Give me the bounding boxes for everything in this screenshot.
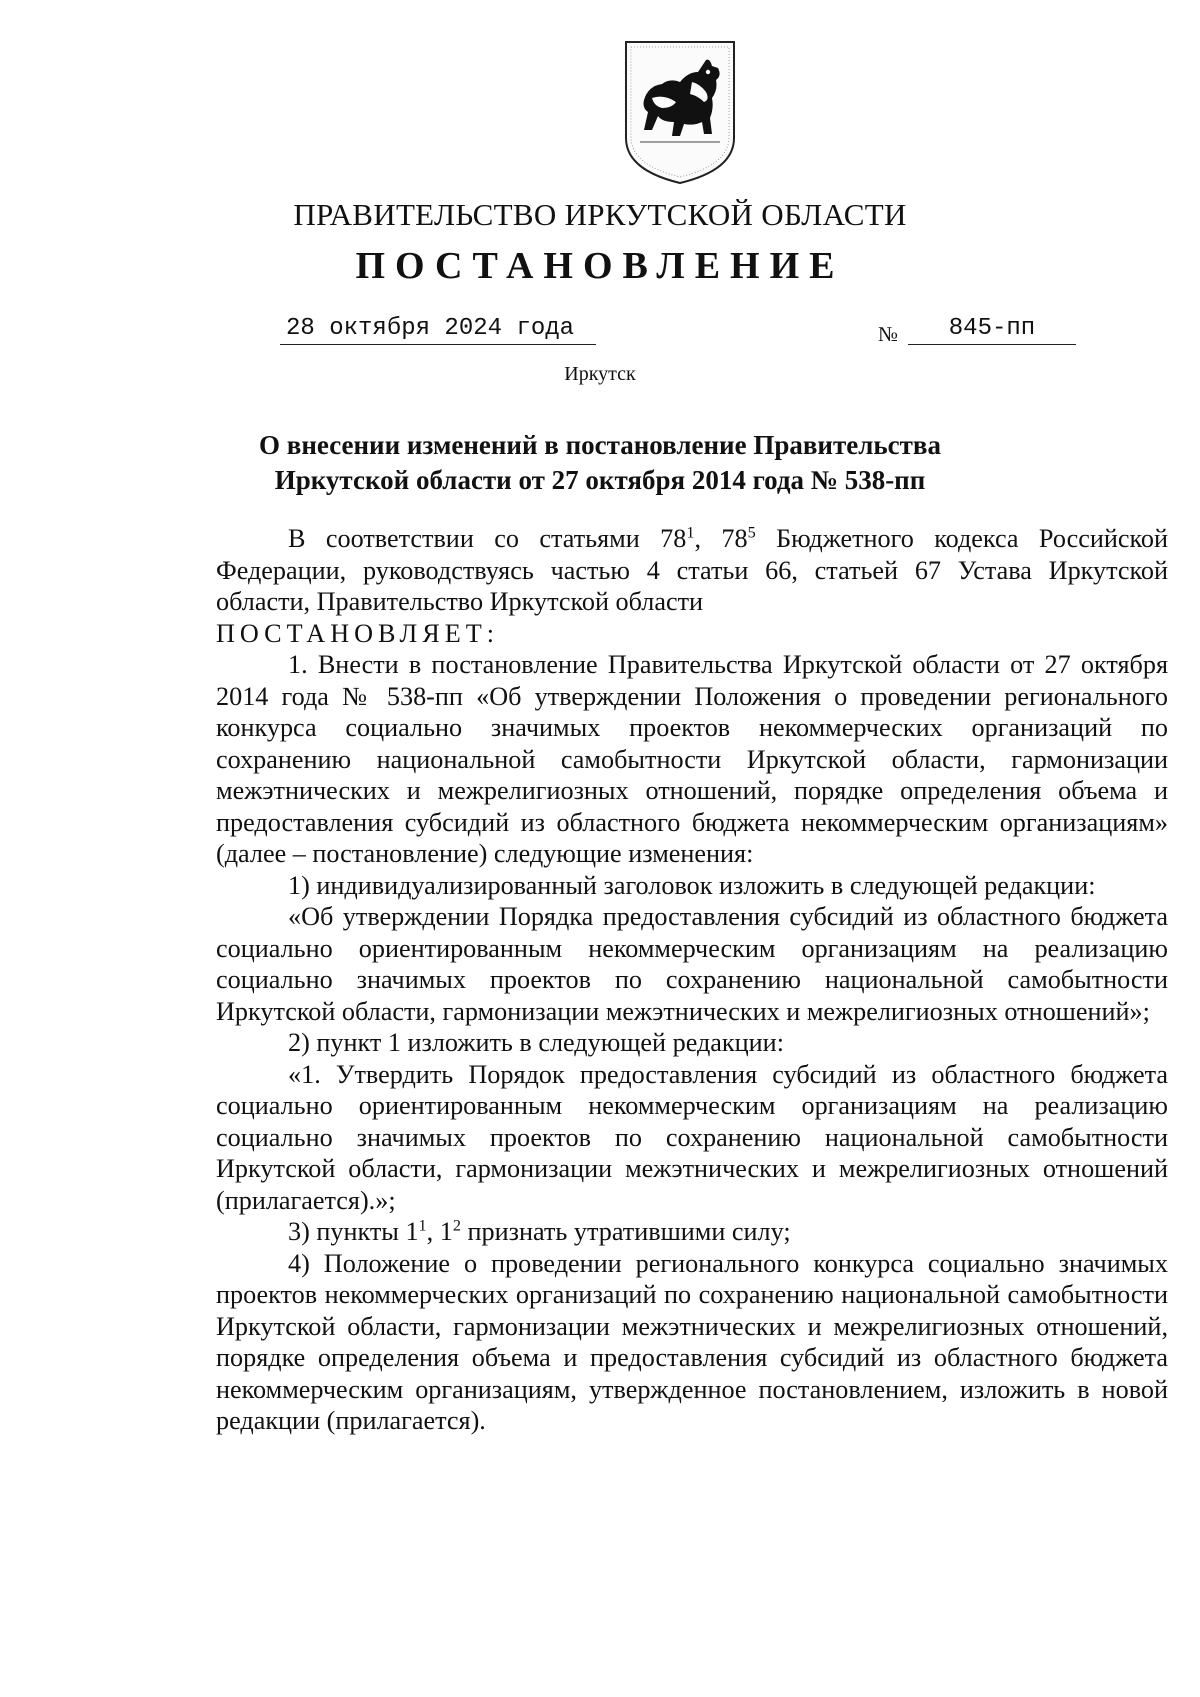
title-line-2: Иркутской области от 27 октября 2014 года № 538-пп	[274, 465, 926, 495]
resolves-word: ПОСТАНОВЛЯЕТ:	[216, 618, 500, 648]
subitem-4-paragraph: 4) Положение о проведении регионального конкурса социально значимых проектов некоммерческих организаций по сохранению национальной самобытности Иркутской области, гармонизации межэтнических и межрелигиозных отношений, порядке определения объема и предоставления субсидий из областного бюджета некоммерческим организациям, утвержденное постановлением, изложить в новой редакции (прилагается).	[216, 1248, 1168, 1435]
sable-coat-of-arms-icon	[622, 38, 738, 186]
title-line-1: О внесении изменений в постановление Правительства	[259, 430, 941, 460]
document-type: ПОСТАНОВЛЕНИЕ	[355, 245, 845, 287]
document-body	[216, 523, 1168, 1437]
document-date: 28 октября 2024 года	[280, 314, 596, 345]
subitem-1-text: «Об утверждении Порядка предоставления субсидий из областного бюджета социально ориентированным некоммерческим организациям на реализацию социально значимых проектов по сохранению национальной самобытности Иркутской области, гармонизации межэтнических и межрелигиозных отношений»;	[216, 902, 1168, 1026]
subitem-2-text: «1. Утвердить Порядок предоставления субсидий из областного бюджета социально ориентированным некоммерческим организациям на реализацию социально значимых проектов по сохранению национальной самобытности Иркутской области, гармонизации межэтнических и межрелигиозных отношений (прилагается).»;	[216, 1059, 1168, 1215]
government-name: ПРАВИТЕЛЬСТВО ИРКУТСКОЙ ОБЛАСТИ	[293, 197, 907, 232]
subitem-2-paragraph: 2) пункт 1 изложить в следующей редакции:	[288, 1028, 784, 1057]
item-1-paragraph: 1. Внести в постановление Правительства Иркутской области от 27 октября 2014 года № 538-пп «Об утверждении Положения о проведении регионального конкурса социально значимых проектов некоммерческих организаций по сохранению национальной самобытности Иркутской области, гармонизации межэтнических и межрелигиозных отношений, порядке определения объема и предоставления субсидий из областного бюджета некоммерческим организациям» (далее – постановление) следующие изменения:	[216, 650, 1168, 868]
document-title	[200, 428, 1000, 498]
number-label: №	[878, 322, 899, 346]
city: Иркутск	[564, 363, 636, 385]
subitem-1-paragraph: 1) индивидуализированный заголовок изложить в следующей редакции:	[288, 870, 1096, 900]
preamble-paragraph: В соответствии со статьями $78^1$, $78^5$ Бюджетного кодекса Российской Федерации, руководствуясь частью 4 статьи 66, статьей 67 Устава Иркутской области, Правительство Иркутской области	[216, 523, 1168, 616]
subitem-3-paragraph: 3) пункты $1^1$, $1^2$ признать утратившими силу;	[288, 1216, 791, 1246]
document-number: 845-пп	[908, 314, 1076, 345]
